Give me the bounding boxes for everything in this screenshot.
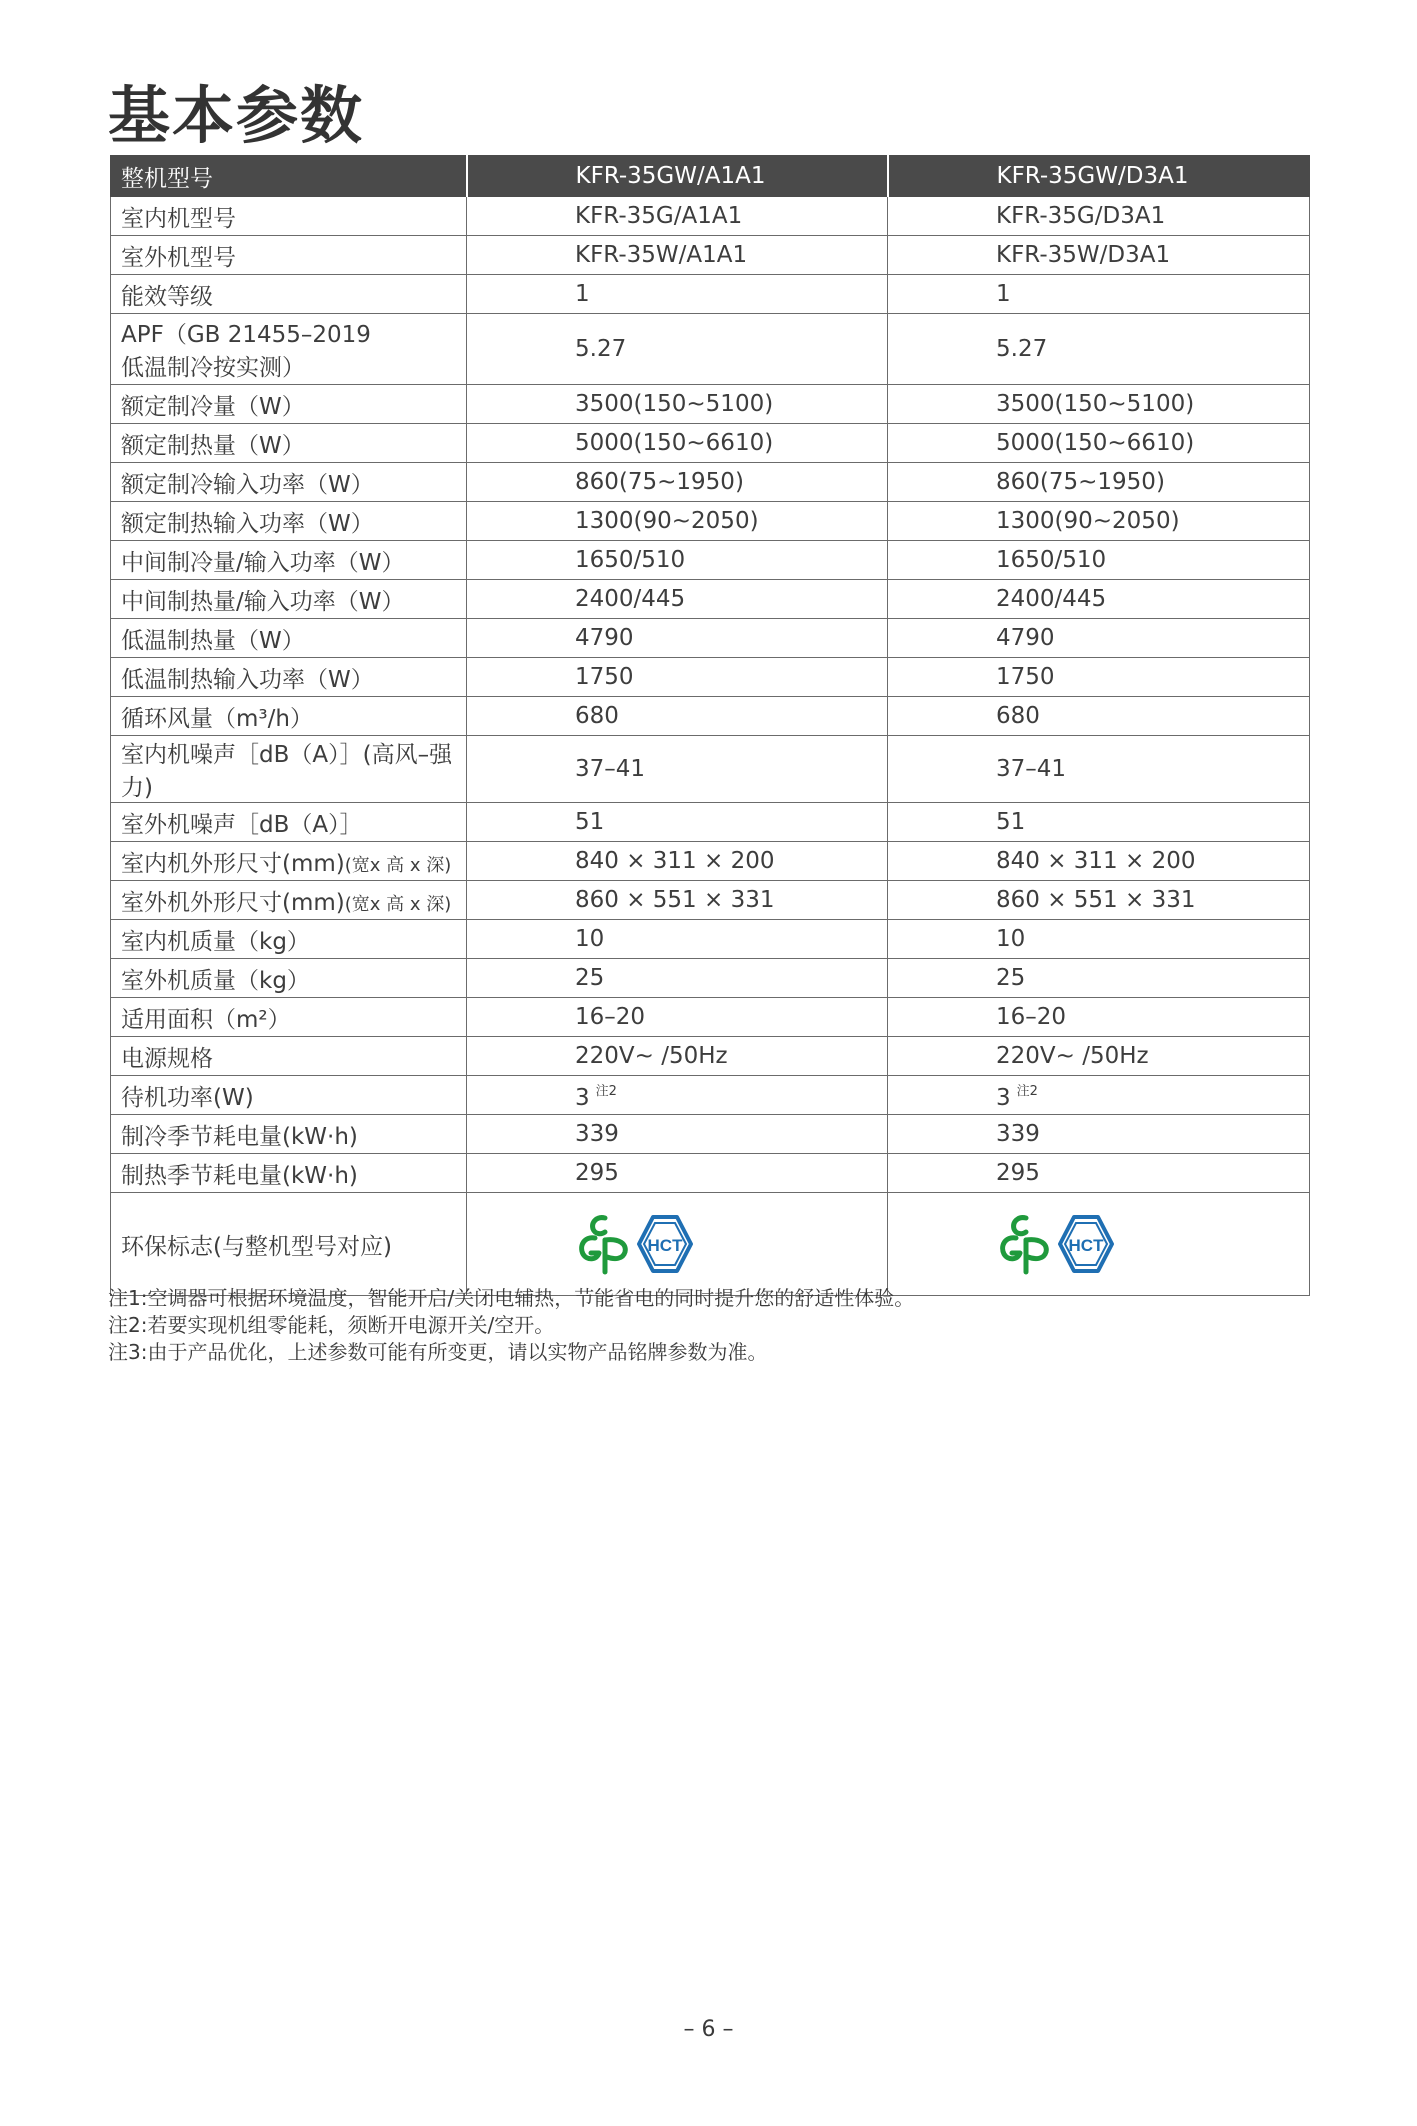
row-value-b [888, 275, 1310, 314]
table-row [111, 385, 1310, 424]
row-value-text: 5.27 [996, 336, 1048, 362]
row-value-text: 840 × 311 × 200 [575, 848, 775, 874]
row-value-b [888, 998, 1310, 1037]
row-value-text: 680 [575, 703, 619, 729]
row-value-text: KFR-35G/D3A1 [996, 203, 1166, 229]
row-value-text: 220V~ /50Hz [575, 1043, 728, 1069]
table-row [111, 1076, 1310, 1115]
row-value-a [467, 998, 888, 1037]
row-value-b [888, 580, 1310, 619]
row-value-text: KFR-35W/A1A1 [575, 242, 748, 268]
table-row [111, 1154, 1310, 1193]
row-label [111, 314, 467, 385]
eco-logo-group [575, 1212, 887, 1276]
header-model-a: KFR-35GW/A1A1 [467, 156, 888, 197]
row-label-text: 室外机型号 [121, 244, 236, 271]
row-label-text: 室内机噪声［dB（A）］(高风–强力) [121, 742, 453, 801]
row-value-text: 860 × 551 × 331 [575, 887, 775, 913]
row-value-text: 37–41 [575, 756, 646, 782]
row-value-text: 860(75~1950) [996, 469, 1165, 495]
row-label-text: 中间制热量/输入功率（W） [121, 588, 405, 615]
row-value-text: 25 [996, 965, 1026, 991]
row-value-text: 25 [575, 965, 605, 991]
spec-table-body [111, 197, 1310, 1296]
row-value-text: 37–41 [996, 756, 1067, 782]
green-product-logo-icon [996, 1212, 1054, 1276]
row-value-a [467, 1154, 888, 1193]
row-value-text: 3 [996, 1084, 1011, 1111]
table-row [111, 463, 1310, 502]
row-value-a [467, 803, 888, 842]
row-value-b [888, 1076, 1310, 1115]
table-row [111, 502, 1310, 541]
row-value-b [888, 1037, 1310, 1076]
row-value-b [888, 803, 1310, 842]
row-value-text: 4790 [996, 625, 1055, 651]
row-value-b [888, 502, 1310, 541]
row-value-b [888, 842, 1310, 881]
row-value-text: 16–20 [575, 1004, 646, 1030]
row-label [111, 619, 467, 658]
hct-logo-text: HCT [647, 1236, 683, 1255]
row-value-a [467, 658, 888, 697]
row-value-text: 51 [575, 809, 605, 835]
row-value-a [467, 1076, 888, 1115]
row-value-b [888, 541, 1310, 580]
table-row [111, 658, 1310, 697]
row-label-qualifier: (宽x 高 x 深) [344, 854, 452, 876]
row-label-text: 能效等级 [121, 283, 213, 310]
row-value-a [467, 1115, 888, 1154]
table-row [111, 541, 1310, 580]
row-value-text: 51 [996, 809, 1026, 835]
row-value-text: 5.27 [575, 336, 627, 362]
row-label [111, 1154, 467, 1193]
row-value-b [888, 881, 1310, 920]
hct-certification-logo-icon [1056, 1213, 1116, 1275]
row-value-text: 295 [575, 1160, 619, 1186]
row-value-b [888, 658, 1310, 697]
note-reference: 注2 [595, 1083, 617, 1099]
hct-logo-text: HCT [1068, 1236, 1104, 1255]
table-row [111, 881, 1310, 920]
table-row [111, 619, 1310, 658]
row-value-a [467, 736, 888, 803]
row-label [111, 658, 467, 697]
row-label [111, 881, 467, 920]
row-label-text: 低温制热量（W） [121, 627, 305, 654]
row-label-text-line2: 低温制冷按实测） [121, 355, 305, 381]
header-model-b: KFR-35GW/D3A1 [888, 156, 1310, 197]
row-value-text: 339 [575, 1121, 619, 1147]
row-value-text: 2400/445 [575, 586, 686, 612]
row-value-b [888, 959, 1310, 998]
eco-logo-group [996, 1212, 1309, 1276]
row-label-text: 循环风量（m³/h） [121, 705, 313, 732]
row-value-a [467, 881, 888, 920]
row-label-text: 室内机外形尺寸(mm) [121, 850, 345, 877]
row-label-text: 室外机噪声［dB（A）］ [121, 811, 363, 838]
table-row [111, 1115, 1310, 1154]
row-value-text: 1750 [996, 664, 1055, 690]
row-value-a [467, 197, 888, 236]
row-value-a [467, 385, 888, 424]
header-label: 整机型号 [111, 156, 467, 197]
row-label [111, 1037, 467, 1076]
table-row [111, 998, 1310, 1037]
table-row [111, 424, 1310, 463]
table-row [111, 580, 1310, 619]
table-row [111, 236, 1310, 275]
row-value-a [467, 959, 888, 998]
row-value-text: 860(75~1950) [575, 469, 744, 495]
row-label [111, 541, 467, 580]
row-value-text: 3 [575, 1084, 590, 1111]
row-label-text: 电源规格 [121, 1045, 213, 1072]
row-value-b [888, 463, 1310, 502]
eco-labels-b [888, 1193, 1310, 1296]
spec-table [110, 155, 1310, 1296]
row-label [111, 236, 467, 275]
page-title: 基本参数 [108, 79, 365, 152]
row-value-a [467, 697, 888, 736]
row-label [111, 697, 467, 736]
row-label [111, 275, 467, 314]
row-value-text: 1650/510 [575, 547, 686, 573]
footnote: 注3:由于产品优化，上述参数可能有所变更，请以实物产品铭牌参数为准。 [108, 1340, 768, 1364]
table-row [111, 697, 1310, 736]
row-value-b [888, 385, 1310, 424]
row-value-text: 1 [575, 281, 590, 307]
row-value-a [467, 920, 888, 959]
table-row [111, 842, 1310, 881]
table-row [111, 959, 1310, 998]
row-label-qualifier: (宽x 高 x 深) [344, 893, 452, 915]
row-value-a [467, 424, 888, 463]
table-row [111, 314, 1310, 385]
row-label-text: 制冷季节耗电量(kW·h) [121, 1123, 358, 1150]
row-value-text: KFR-35G/A1A1 [575, 203, 743, 229]
row-value-text: 220V~ /50Hz [996, 1043, 1149, 1069]
row-value-b [888, 1154, 1310, 1193]
table-row [111, 736, 1310, 803]
row-value-a [467, 314, 888, 385]
row-value-text: 16–20 [996, 1004, 1067, 1030]
footnote: 注2:若要实现机组零能耗，须断开电源开关/空开。 [108, 1313, 555, 1337]
footnote: 注1:空调器可根据环境温度，智能开启/关闭电辅热，节能省电的同时提升您的舒适性体验。 [108, 1286, 915, 1310]
row-label [111, 920, 467, 959]
row-label [111, 959, 467, 998]
row-label-text: APF（GB 21455–2019 [121, 322, 371, 348]
row-value-a [467, 236, 888, 275]
row-value-text: 10 [996, 926, 1026, 952]
table-row [111, 920, 1310, 959]
row-value-text: 1650/510 [996, 547, 1107, 573]
row-label [111, 580, 467, 619]
row-value-text: 5000(150~6610) [575, 430, 774, 456]
row-value-text: 3500(150~5100) [996, 391, 1195, 417]
footnotes [108, 1285, 914, 1366]
note-reference: 注2 [1016, 1083, 1038, 1099]
table-row [111, 275, 1310, 314]
row-value-b [888, 619, 1310, 658]
row-value-text: 339 [996, 1121, 1040, 1147]
row-label-text: 额定制热输入功率（W） [121, 510, 374, 537]
row-label [111, 1076, 467, 1115]
row-label-text: 室外机质量（kg） [121, 967, 310, 994]
row-value-a [467, 580, 888, 619]
row-label [111, 463, 467, 502]
row-value-text: 2400/445 [996, 586, 1107, 612]
row-label [111, 385, 467, 424]
row-label-text: 制热季节耗电量(kW·h) [121, 1162, 358, 1189]
row-label [111, 1115, 467, 1154]
row-label [111, 736, 467, 803]
row-label-text: 室内机型号 [121, 205, 236, 232]
row-value-a [467, 1037, 888, 1076]
row-label-text: 额定制热量（W） [121, 432, 305, 459]
row-value-b [888, 314, 1310, 385]
hct-certification-logo-icon [635, 1213, 695, 1275]
row-value-a [467, 463, 888, 502]
row-value-text: 1750 [575, 664, 634, 690]
row-label-text: 额定制冷量（W） [121, 393, 305, 420]
green-product-logo-icon [575, 1212, 633, 1276]
table-row [111, 803, 1310, 842]
row-value-text: 5000(150~6610) [996, 430, 1195, 456]
row-value-text: 1300(90~2050) [575, 508, 759, 534]
row-value-text: 1 [996, 281, 1011, 307]
row-value-text: 680 [996, 703, 1040, 729]
row-value-text: 860 × 551 × 331 [996, 887, 1196, 913]
row-value-a [467, 275, 888, 314]
row-label-text: 中间制冷量/输入功率（W） [121, 549, 405, 576]
row-label: 环保标志(与整机型号对应) [111, 1193, 467, 1296]
row-label [111, 424, 467, 463]
table-row [111, 1037, 1310, 1076]
row-value-text: 4790 [575, 625, 634, 651]
row-value-b [888, 424, 1310, 463]
row-label [111, 502, 467, 541]
row-value-text: 3500(150~5100) [575, 391, 774, 417]
row-value-text: KFR-35W/D3A1 [996, 242, 1171, 268]
row-value-b [888, 920, 1310, 959]
row-value-a [467, 502, 888, 541]
eco-labels-a [467, 1193, 888, 1296]
row-value-b [888, 697, 1310, 736]
row-value-text: 10 [575, 926, 605, 952]
table-header-row [111, 156, 1310, 197]
row-value-b [888, 736, 1310, 803]
row-value-a [467, 842, 888, 881]
row-value-b [888, 1115, 1310, 1154]
row-value-text: 295 [996, 1160, 1040, 1186]
row-label-text: 室外机外形尺寸(mm) [121, 889, 345, 916]
row-value-text: 840 × 311 × 200 [996, 848, 1196, 874]
row-value-a [467, 541, 888, 580]
table-row-eco-labels [111, 1193, 1310, 1296]
row-label [111, 197, 467, 236]
row-label-text: 待机功率(W) [121, 1084, 254, 1111]
row-value-b [888, 197, 1310, 236]
row-value-text: 1300(90~2050) [996, 508, 1180, 534]
page-number: – 6 – [683, 2017, 734, 2042]
row-label-text: 室内机质量（kg） [121, 928, 310, 955]
row-label [111, 842, 467, 881]
row-label-text: 额定制冷输入功率（W） [121, 471, 374, 498]
row-label-text: 低温制热输入功率（W） [121, 666, 374, 693]
row-label [111, 803, 467, 842]
row-value-b [888, 236, 1310, 275]
row-value-a [467, 619, 888, 658]
row-label-text: 适用面积（m²） [121, 1006, 291, 1033]
table-row [111, 197, 1310, 236]
row-label [111, 998, 467, 1037]
